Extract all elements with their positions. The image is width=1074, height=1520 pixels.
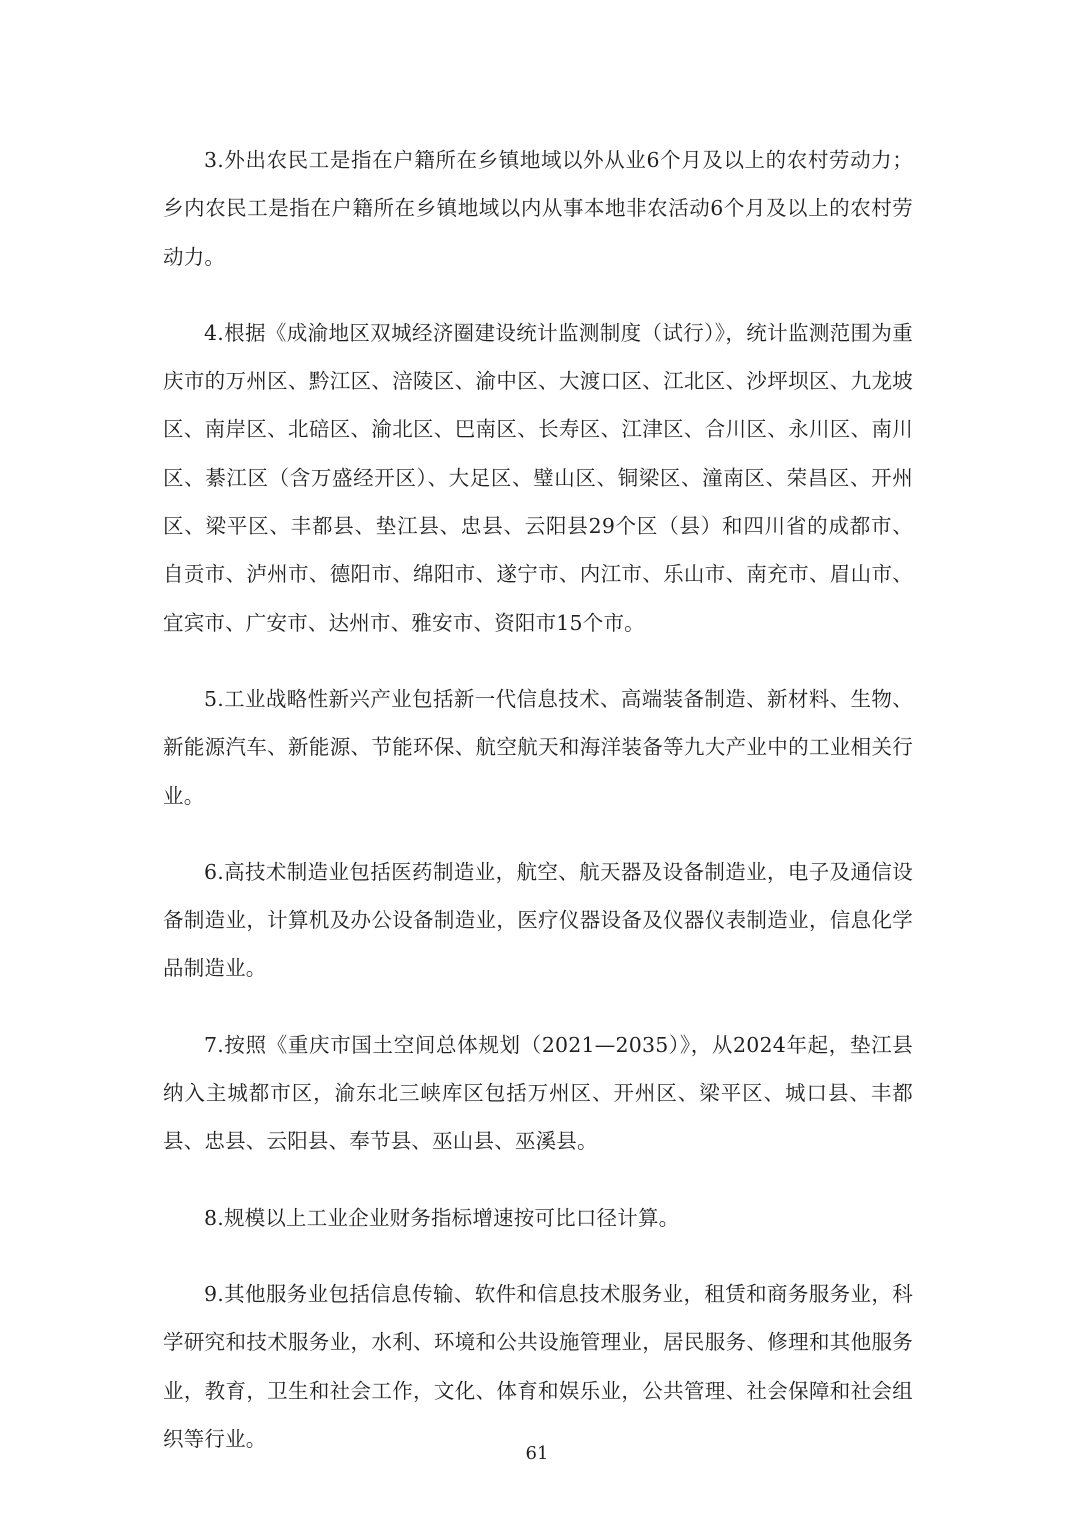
note-3-migrant-workers: 3.外出农民工是指在户籍所在乡镇地域以外从业6个月及以上的农村劳动力；乡内农民工是指在户籍所在乡镇地域以内从事本地非农活动6个月及以上的农村劳动力。 <box>163 148 913 269</box>
note-6-high-tech-manufacturing: 6.高技术制造业包括医药制造业，航空、航天器及设备制造业，电子及通信设备制造业，计算机及办公设备制造业，医疗仪器设备及仪器仪表制造业，信息化学品制造业。 <box>163 859 913 981</box>
note-9-other-services: 9.其他服务业包括信息传输、软件和信息技术服务业，租赁和商务服务业，科学研究和技术服务业，水利、环境和公共设施管理业，居民服务、修理和其他服务业，教育，卫生和社会工作，文化、体育和娱乐业，公共管理、社会保障和社会组织等行业。 <box>163 1281 913 1451</box>
note-4-chengyu-monitoring-scope: 4.根据《成渝地区双城经济圈建设统计监测制度（试行）》，统计监测范围为重庆市的万州区、黔江区、涪陵区、渝中区、大渡口区、江北区、沙坪坝区、九龙坡区、南岸区、北碚区、渝北区、巴南区、长寿区、江津区、合川区、永川区、南川区、綦江区（含万盛经开区）、大足区、璧山区、铜梁区、潼南区、荣昌区、开州区、梁平区、丰都县、垫江县、忠县、云阳县29个区（县）和四川省的成都市、自贡市、泸州市、德阳市、绵阳市、遂宁市、内江市、乐山市、南充市、眉山市、宜宾市、广安市、达州市、雅安市、资阳市15个市。 <box>163 320 913 635</box>
note-7-spatial-planning: 7.按照《重庆市国土空间总体规划（2021—2035）》，从2024年起，垫江县纳入主城都市区，渝东北三峡库区包括万州区、开州区、梁平区、城口县、丰都县、忠县、云阳县、奉节县、巫山县、巫溪县。 <box>163 1032 913 1154</box>
note-8-financial-indicators: 8.规模以上工业企业财务指标增速按可比口径计算。 <box>204 1205 680 1230</box>
page-number: 61 <box>525 1443 549 1464</box>
note-5-strategic-emerging-industries: 5.工业战略性新兴产业包括新一代信息技术、高端装备制造、新材料、生物、新能源汽车、新能源、节能环保、航空航天和海洋装备等九大产业中的工业相关行业。 <box>163 686 913 808</box>
notes-section <box>163 136 913 1491</box>
